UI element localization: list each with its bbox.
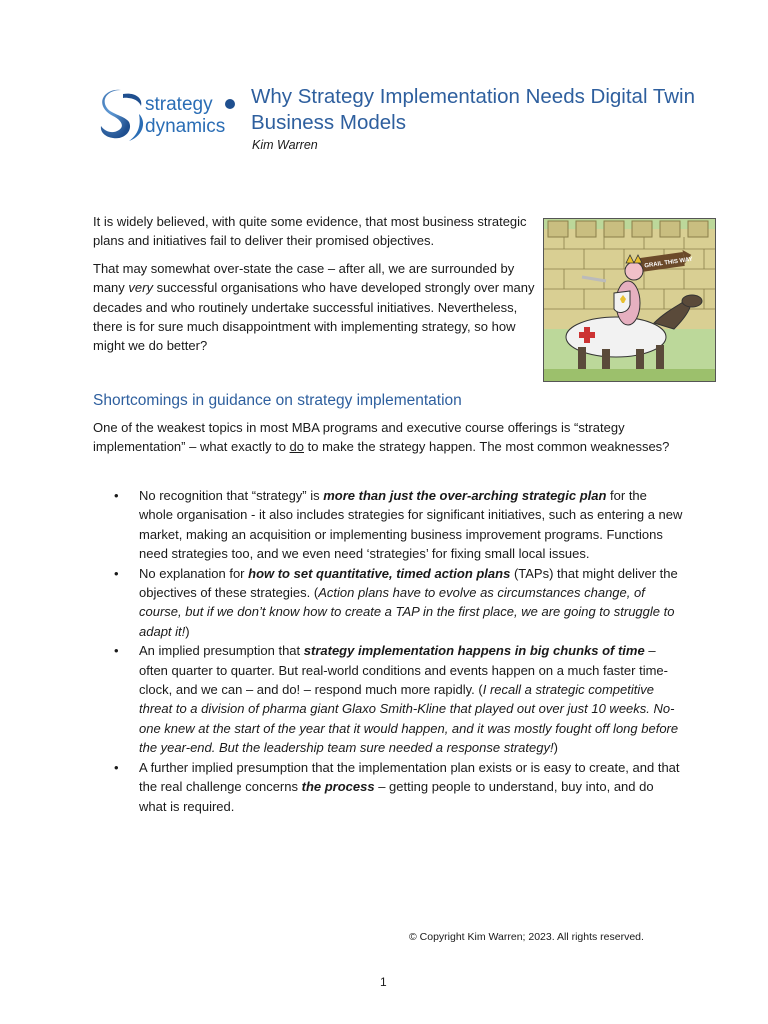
intro-paragraph-1: It is widely believed, with quite some evidence, that most business strategic plans and initiatives fail to deliver their promised objectives. xyxy=(93,214,527,249)
author-name: Kim Warren xyxy=(252,138,318,152)
knight-grail-cartoon xyxy=(543,218,716,382)
document-title: Why Strategy Implementation Needs Digital Twin Business Models xyxy=(251,85,695,134)
weaknesses-list xyxy=(93,486,683,816)
section-heading: Shortcomings in guidance on strategy implementation xyxy=(93,392,462,409)
copyright-notice: © Copyright Kim Warren; 2023. All rights reserved. xyxy=(409,931,644,943)
page-number: 1 xyxy=(380,975,387,989)
logo-word-dynamics: dynamics xyxy=(145,116,226,137)
intro-paragraph-2: That may somewhat over-state the case – after all, we are surrounded by many very successful organisations who have developed strongly over many decades and who routinely undertake successful initiatives. Nevertheless, there is for sure much disappointment with implementing strategy, so how might we do better? xyxy=(93,260,535,354)
strategy-dynamics-logo xyxy=(99,86,239,144)
bullet-marker: • xyxy=(114,643,119,659)
list-item: • No recognition that “strategy” is more than just the over-arching strategic plan for the whole organisation - it also includes strategies for significant initiatives, such as entering a new market, making an acquisition or implementing business improvement programs. Functions need strategies too, and we even need ‘strategies’ for fixing small local issues. xyxy=(114,488,683,562)
intro-section xyxy=(93,212,535,364)
logo-word-strategy: strategy xyxy=(145,94,213,115)
bullet-marker: • xyxy=(114,488,119,503)
list-item: • A further implied presumption that the implementation plan exists or is easy to create, and that the real challenge concerns the process – getting people to understand, buy into, and do what is required. xyxy=(114,759,680,814)
bullet-marker: • xyxy=(114,759,119,775)
section-paragraph: One of the weakest topics in most MBA programs and executive course offerings is “strategy implementation” – what exactly to do to make the strategy happen. The most common weaknesses? xyxy=(93,420,670,455)
list-item: • An implied presumption that strategy implementation happens in big chunks of time – often quarter to quarter. But real-world conditions and events happen on a much faster time-clock, and we can – and do! – respond much more rapidly. (I recall a strategic competitive threat to a division of pharma giant Glaxo Smith-Kline that played out over just 10 weeks. No-one knew at the start of the year that it would happen, and it was mostly fought off long before the year-end. But the leadership team sure needed a response strategy!) xyxy=(114,643,679,756)
grail-sign-text: GRAIL THIS WAY xyxy=(644,256,694,270)
list-item: • No explanation for how to set quantitative, timed action plans (TAPs) that might deliver the objectives of these strategies. (Action plans have to evolve as circumstances change, of course, but if we don’t know how to create a TAP in the first place, we are going to struggle to adapt it!) xyxy=(114,565,678,639)
bullet-marker: • xyxy=(114,565,119,581)
